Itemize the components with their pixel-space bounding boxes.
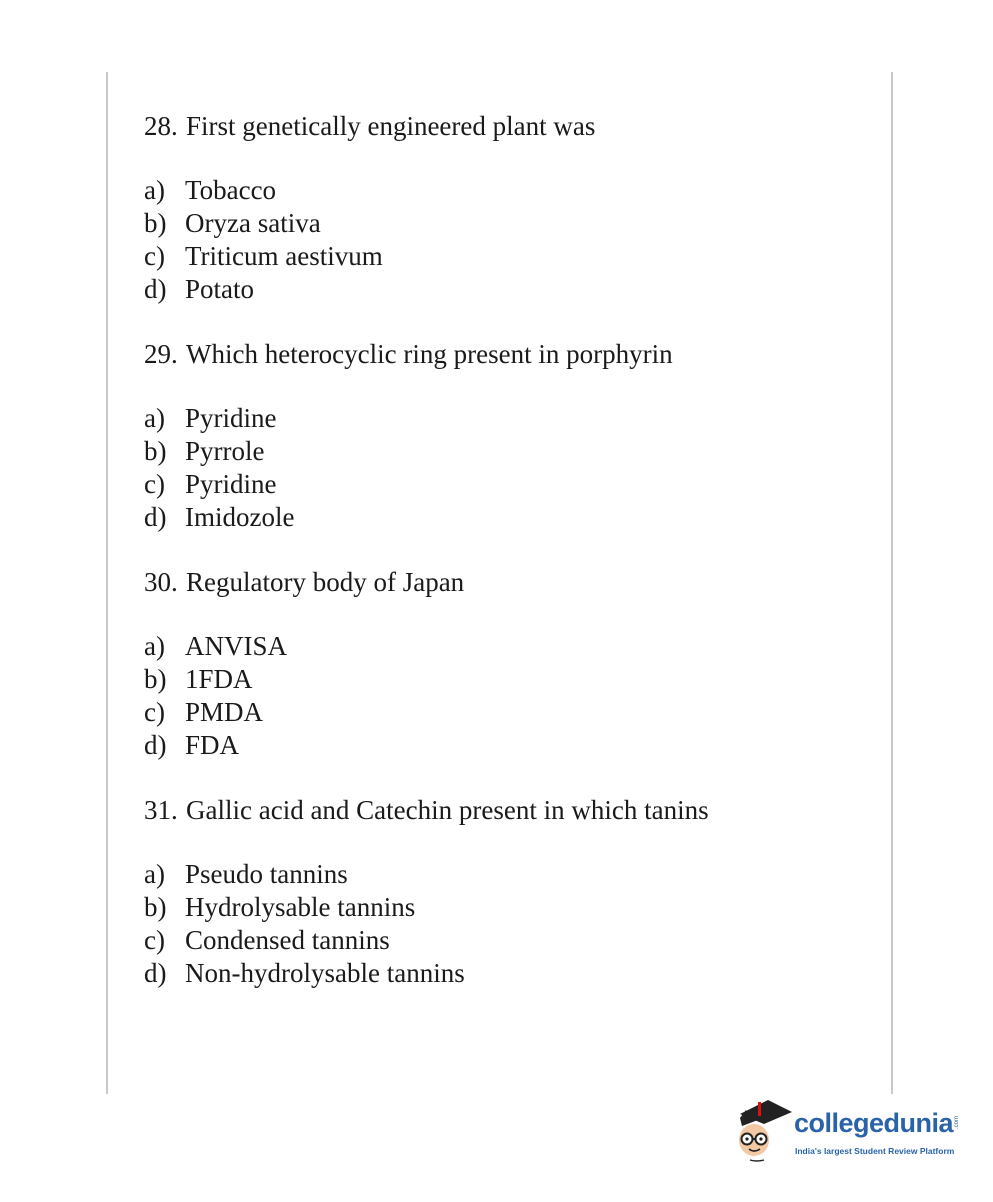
option-letter: b) [144,664,167,694]
option-text: Pyrrole [185,436,265,466]
mascot-icon [734,1096,792,1166]
option-d [144,273,874,306]
option-letter: d) [144,730,167,760]
option-text: Oryza sativa [185,208,321,238]
option-a [144,858,874,891]
question-29 [144,336,874,534]
option-letter: a) [144,403,165,433]
question-text: Which heterocyclic ring present in porphyrin [186,339,673,369]
option-c [144,240,874,273]
option-list [144,174,874,306]
option-text: Imidozole [185,502,295,532]
option-b [144,891,874,924]
option-letter: c) [144,925,165,955]
logo-tagline: India's largest Student Review Platform [795,1146,955,1156]
option-letter: a) [144,631,165,661]
page-border-left [106,72,108,1094]
option-text: PMDA [185,697,264,727]
option-letter: a) [144,859,165,889]
question-stem [144,108,874,144]
option-letter: c) [144,697,165,727]
option-letter: b) [144,436,167,466]
page-border-right [891,72,893,1094]
option-text: Hydrolysable tannins [185,892,416,922]
question-number: 31. [144,795,178,825]
option-list [144,630,874,762]
option-letter: b) [144,892,167,922]
option-d [144,729,874,762]
option-text: Pseudo tannins [185,859,348,889]
question-stem [144,792,874,828]
collegedunia-logo [734,1096,964,1166]
question-list [144,108,874,1020]
option-b [144,435,874,468]
option-text: ANVISA [185,631,288,661]
option-letter: d) [144,274,167,304]
option-text: Tobacco [185,175,277,205]
option-text: Pyridine [185,403,277,433]
option-list [144,858,874,990]
option-letter: d) [144,502,167,532]
option-c [144,924,874,957]
option-b [144,207,874,240]
option-text: Potato [185,274,255,304]
question-text: Regulatory body of Japan [186,567,465,597]
option-c [144,696,874,729]
option-d [144,501,874,534]
logo-domain-suffix: .com [954,1116,960,1130]
option-letter: b) [144,208,167,238]
option-text: Non-hydrolysable tannins [185,958,465,988]
option-a [144,630,874,663]
question-30 [144,564,874,762]
option-a [144,402,874,435]
question-stem [144,336,874,372]
option-b [144,663,874,696]
option-letter: a) [144,175,165,205]
question-31 [144,792,874,990]
option-letter: c) [144,469,165,499]
option-d [144,957,874,990]
option-list [144,402,874,534]
question-28 [144,108,874,306]
option-letter: c) [144,241,165,271]
question-text: Gallic acid and Catechin present in which tanins [186,795,709,825]
option-text: Condensed tannins [185,925,390,955]
question-stem [144,564,874,600]
option-letter: d) [144,958,167,988]
option-text: FDA [185,730,240,760]
logo-wordmark: collegedunia [794,1108,954,1138]
question-number: 30. [144,567,178,597]
option-text: Pyridine [185,469,277,499]
question-number: 28. [144,111,178,141]
question-text: First genetically engineered plant was [186,111,596,141]
option-c [144,468,874,501]
option-text: Triticum aestivum [185,241,383,271]
question-number: 29. [144,339,178,369]
option-text: 1FDA [185,664,253,694]
option-a [144,174,874,207]
